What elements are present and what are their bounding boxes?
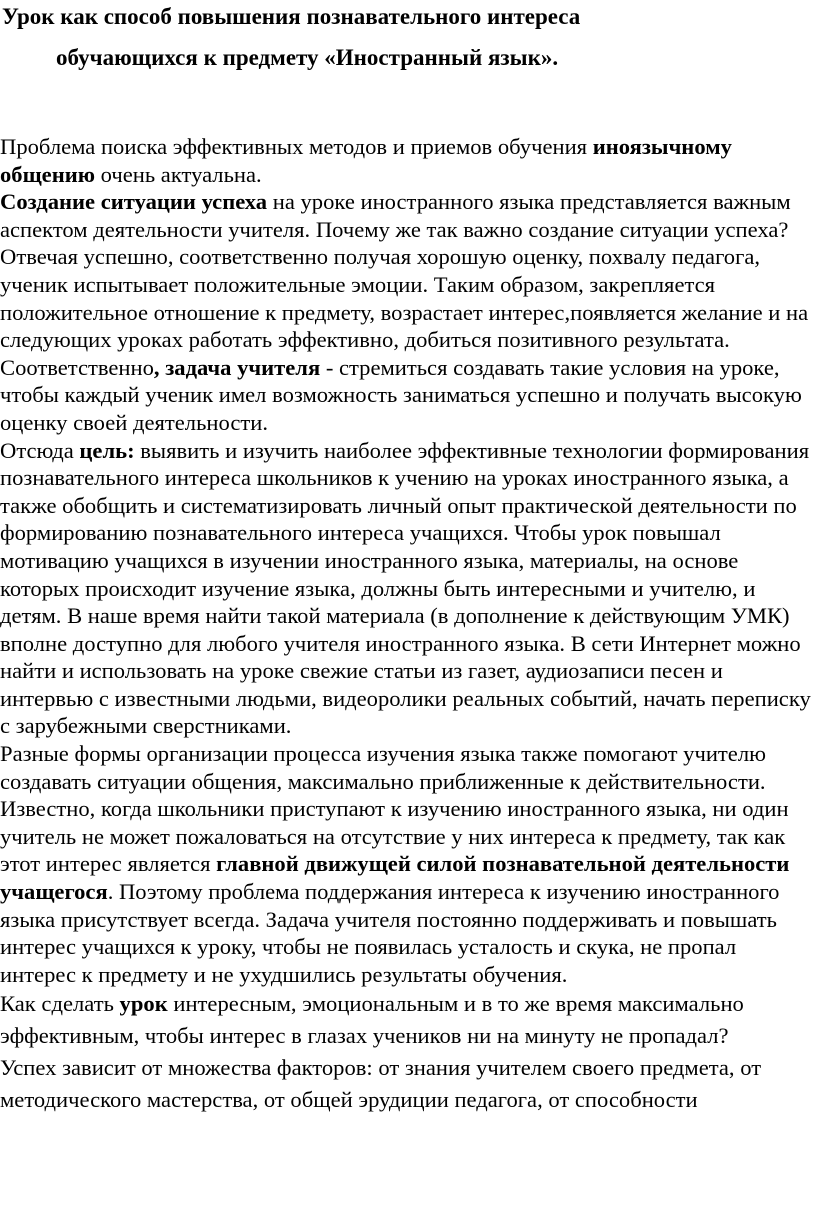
paragraph <box>0 354 812 437</box>
text-run: на уроке иностранного языка представляется важным аспектом деятельности учителя. Почему же так важно создание ситуации успеха? Отвечая успешно, соответственно получая хорошую оценку, похвалу педагога, ученик испытывает положительные эмоции. Таким образом, закрепляется положительное отношение к предмету, возрастает интерес,появляется желание и на следующих уроках работать эффективно, добиться позитивного результата. <box>0 189 809 353</box>
text-run: интересным, эмоциональным и в то же время максимально эффективным, чтобы интерес в глазах учеников ни на минуту не пропадал? <box>0 991 744 1049</box>
text-run: - стремиться создавать такие условия на уроке, чтобы каждый ученик имел возможность заниматься успешно и получать высокую оценку своей деятельности. <box>0 354 802 435</box>
bold-phrase: Создание ситуации успеха <box>0 189 268 215</box>
title-line-2: обучающихся к предмету «Иностранный язык». <box>56 45 559 70</box>
paragraph <box>0 740 812 988</box>
paragraph <box>0 437 812 741</box>
paragraph <box>0 188 812 354</box>
text-run: очень актуальна. <box>95 161 262 187</box>
bold-phrase: урок <box>119 991 168 1017</box>
bold-phrase: , задача учителя <box>153 354 321 380</box>
text-run: Соответственно <box>0 354 154 380</box>
text-run: выявить и изучить наиболее эффективные технологии формирования познавательного интереса школьников к учению на уроках иностранного языка, а также обобщить и систематизировать личный опыт практической деятельности по формированию познавательного интереса учащихся. Чтобы урок повышал мотивацию учащихся в изучении иностранного языка, материалы, на основе которых происходит изучение языка, должны быть интересными и учителю, и детям. В наше время найти такой материала (в дополнение к действующим УМК) вполне доступно для любого учителя иностранного языка. В сети Интернет можно найти и использовать на уроке свежие статьи из газет, аудиозаписи песен и интервью с известными людьми, видеоролики реальных событий, начать переписку с зарубежными сверстниками. <box>0 437 811 739</box>
bold-phrase: главной движущей силой познавательной деятельности учащегося <box>0 851 790 905</box>
title-line-1: Урок как способ повышения познавательного интереса <box>2 4 581 29</box>
paragraph <box>0 1052 812 1116</box>
text-run: Отсюда <box>0 437 80 463</box>
bold-phrase: цель: <box>79 437 135 463</box>
bold-phrase: иноязычному общению <box>0 134 732 187</box>
paragraph <box>0 988 812 1052</box>
text-run: Как сделать <box>0 991 120 1017</box>
paragraph <box>0 133 812 188</box>
text-run: Проблема поиска эффективных методов и приемов обучения <box>0 134 593 159</box>
text-run: Успех зависит от множества факторов: от знания учителем своего предмета, от методического мастерства, от общей эрудиции педагога, от способности <box>0 1055 762 1113</box>
text-run: Разные формы организации процесса изучения языка также помогают учителю создавать ситуации общения, максимально приближенные к действительности. Известно, когда школьники приступают к изучению иностранного языка, ни один учитель не может пожаловаться на отсутствие у них интереса к предмету, так как этот интерес является <box>0 741 789 877</box>
body-text <box>0 133 812 1116</box>
text-run: . Поэтому проблема поддержания интереса к изучению иностранного языка присутствует всегда. Задача учителя постоянно поддерживать и повышать интерес учащихся к уроку, чтобы не появилась усталость и скука, не пропал интерес к предмету и не ухудшились результаты обучения. <box>0 879 780 987</box>
